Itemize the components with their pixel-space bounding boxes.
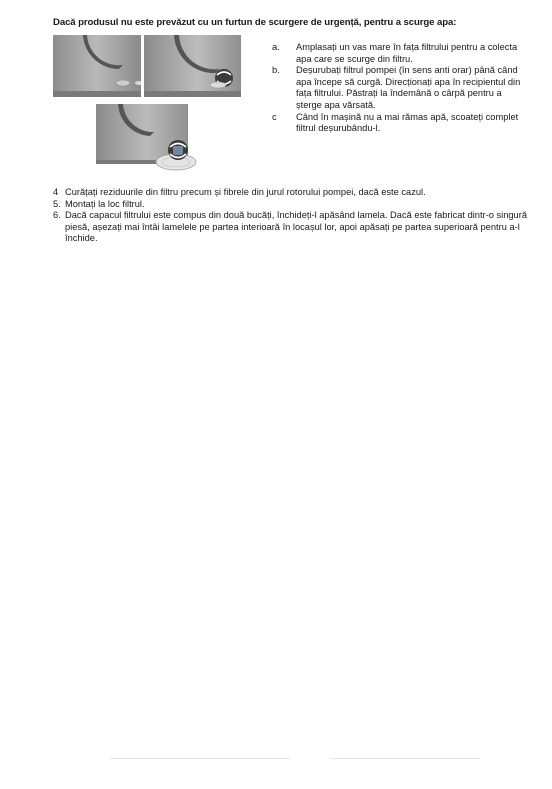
- step-text: Dacă capacul filtrului este compus din două bucăți, închideți-l apăsând lamela. Dacă este fabricat dintr-o singură piesă, așezați mai întâi lamelele pe partea interioară în locașul lor, apoi apăsați pe partea superioară pentru a-l închide.: [65, 210, 527, 244]
- step-text: Deșurubați filtrul pompei (în sens anti orar) până când apa începe să curgă. Direcționați apa în recipientul din fața filtrului. Păstrați la îndemână o cârpă pentru a șterge apa vărsată.: [296, 65, 521, 110]
- illustration-bowl-under-filter: [53, 35, 141, 97]
- step-text: Amplasați un vas mare în fața filtrului pentru a colecta apa care se scurge din filtru.: [296, 42, 518, 64]
- section-heading: Dacă produsul nu este prevăzut cu un furtun de scurgere de urgență, pentru a scurge apa:: [53, 17, 457, 28]
- list-item: [53, 199, 533, 211]
- list-item: [272, 42, 522, 65]
- footer-divider: [110, 758, 290, 759]
- illustration-remove-filter: [96, 104, 199, 176]
- step-text: Montați la loc filtrul.: [65, 198, 145, 209]
- step-text: Curățați reziduurile din filtru precum și fibrele din jurul rotorului pompei, dacă este cazul.: [65, 187, 426, 197]
- step-number: 6.: [53, 210, 61, 221]
- list-item: [53, 187, 533, 199]
- step-marker: b.: [272, 65, 280, 76]
- step-number: 5.: [53, 198, 61, 209]
- step-text: Când în mașină nu a mai rămas apă, scoateți complet filtrul deșurubându-l.: [296, 111, 519, 134]
- step-marker: a.: [272, 42, 280, 52]
- list-item: [272, 65, 522, 111]
- list-item: [53, 210, 533, 245]
- step-number: 4: [53, 187, 59, 197]
- numbered-steps-list: [53, 187, 533, 245]
- list-item: [272, 112, 522, 135]
- illustration-unscrew-filter: [144, 35, 241, 97]
- step-marker: c: [272, 111, 277, 122]
- lettered-steps-list: [272, 42, 522, 135]
- footer-divider: [330, 758, 480, 759]
